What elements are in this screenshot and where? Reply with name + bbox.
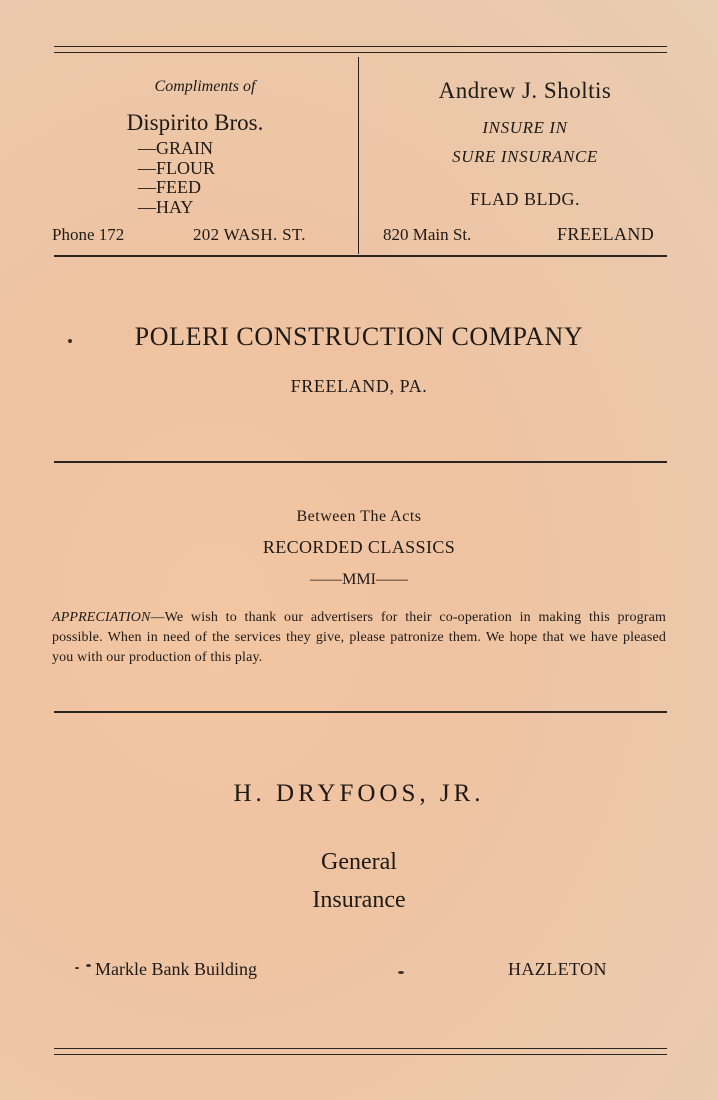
appreciation-heading: APPRECIATION — [52, 610, 151, 625]
poleri-name: POLERI CONSTRUCTION COMPANY — [134, 322, 584, 351]
poleri-location: FREELAND, PA. — [290, 376, 428, 396]
dryfoos-address: Markle Bank Building — [95, 959, 257, 979]
dryfoos-town: HAZLETON — [508, 959, 607, 979]
section-rule — [54, 711, 667, 713]
sholtis-name: Andrew J. Sholtis — [438, 78, 612, 103]
section-rule — [54, 255, 667, 257]
dispirito-item: —GRAIN — [138, 138, 213, 158]
sholtis-address: 820 Main St. — [383, 225, 472, 244]
sholtis-line1: INSURE IN — [482, 118, 568, 137]
section-rule — [54, 461, 667, 463]
appreciation-text: —We wish to thank our advertisers for their co-operation in making this program possible. When in need of the services they give, please patronize them. We hope that we have pleased you with our production of this play. — [52, 610, 666, 665]
top-double-rule — [54, 46, 667, 53]
ink-speck — [75, 967, 79, 969]
ink-speck — [86, 964, 91, 967]
sholtis-town: FREELAND — [557, 224, 655, 244]
dispirito-item: —FEED — [138, 177, 201, 197]
dispirito-items — [138, 139, 215, 217]
dispirito-item: —HAY — [138, 196, 194, 217]
ink-speck — [398, 971, 404, 974]
bottom-double-rule — [54, 1048, 667, 1055]
interlude-credit: ——MMI—— — [310, 571, 408, 588]
compliments-label: Compliments of — [154, 78, 256, 95]
ad-divider — [358, 57, 359, 254]
interlude-line1: Between The Acts — [296, 508, 422, 525]
interlude-line2: RECORDED CLASSICS — [262, 537, 456, 557]
dryfoos-line1: General — [321, 849, 397, 875]
dispirito-phone: Phone 172 — [52, 225, 125, 244]
dispirito-address: 202 WASH. ST. — [193, 225, 306, 244]
dispirito-name: Dispirito Bros. — [126, 110, 264, 135]
sholtis-building: FLAD BLDG. — [469, 189, 580, 209]
dryfoos-line2: Insurance — [312, 887, 406, 913]
dryfoos-name: H. DRYFOOS, JR. — [233, 780, 485, 807]
dispirito-item: —FLOUR — [138, 157, 216, 178]
appreciation-paragraph — [52, 608, 666, 668]
sholtis-line2: SURE INSURANCE — [452, 147, 598, 166]
